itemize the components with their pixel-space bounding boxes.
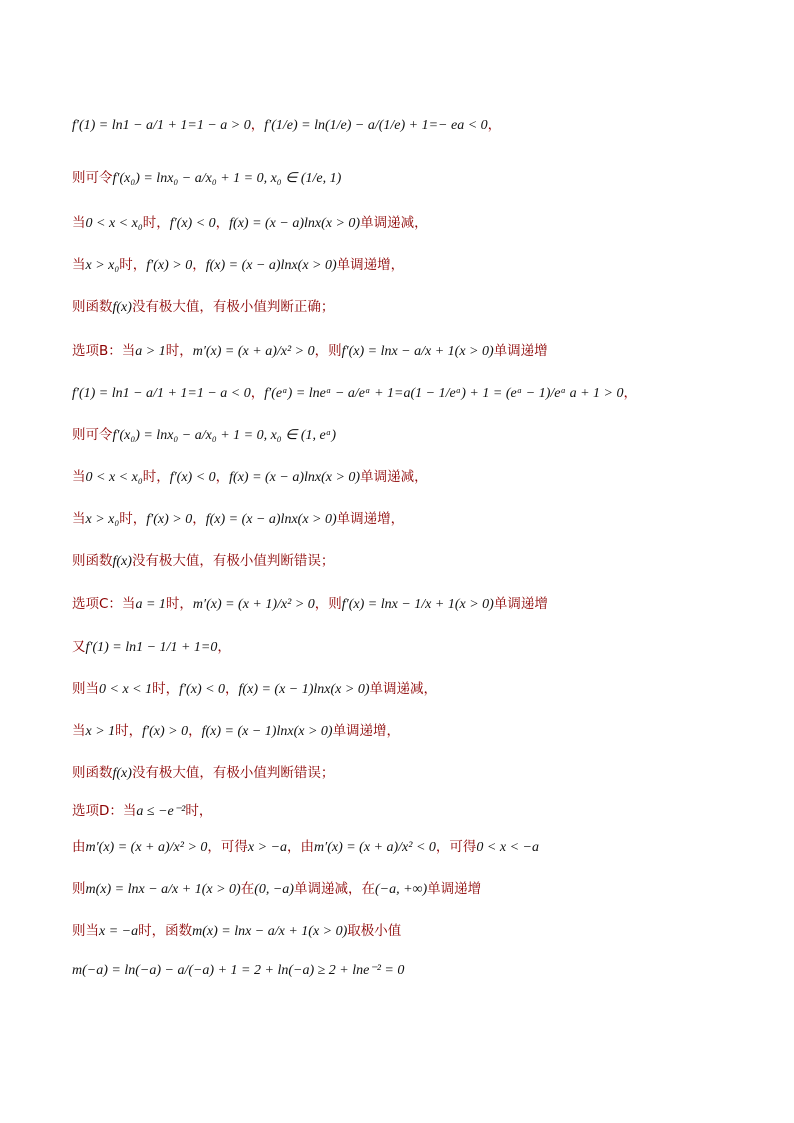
math-expression: m′(x) = (x + a)/x² > 0 bbox=[85, 840, 208, 855]
chinese-text: 由 bbox=[72, 839, 86, 855]
math-expression: f′(x) < 0 bbox=[169, 470, 216, 485]
chinese-text: ， bbox=[250, 117, 265, 133]
solution-line bbox=[72, 802, 212, 821]
solution-line bbox=[72, 764, 334, 783]
solution-line bbox=[72, 342, 548, 361]
math-expression: 0 < x < −a bbox=[476, 840, 539, 855]
chinese-text: 没有极大值，有极小值判断错误； bbox=[131, 553, 335, 569]
chinese-text: ，可得 bbox=[207, 839, 248, 855]
solution-line bbox=[72, 880, 481, 899]
math-expression: (0, −a) bbox=[254, 882, 294, 897]
chinese-text: 单调递减，在 bbox=[293, 881, 375, 897]
chinese-text: 选项B：当 bbox=[72, 343, 136, 359]
solution-line bbox=[72, 214, 428, 233]
math-expression: f′(x) > 0 bbox=[142, 724, 189, 739]
math-expression: f(x) = (x − 1)lnx(x > 0) bbox=[201, 724, 333, 739]
math-expression: f(x) = (x − a)lnx(x > 0) bbox=[205, 512, 337, 527]
chinese-text: 选项D：当 bbox=[72, 803, 137, 819]
chinese-text: 没有极大值，有极小值判断正确； bbox=[131, 299, 335, 315]
chinese-text: 则 bbox=[72, 881, 86, 897]
math-expression: f(x) = (x − a)lnx(x > 0) bbox=[205, 258, 337, 273]
math-expression: x > x₀ bbox=[85, 512, 120, 527]
math-expression: x > −a bbox=[247, 840, 288, 855]
chinese-text: ， bbox=[623, 385, 637, 401]
solution-line bbox=[72, 922, 401, 941]
chinese-text: 单调递减， bbox=[360, 215, 428, 231]
math-expression: f(x) = (x − a)lnx(x > 0) bbox=[229, 216, 361, 231]
chinese-text: ， bbox=[192, 511, 206, 527]
math-expression: m′(x) = (x + a)/x² < 0 bbox=[314, 840, 436, 855]
math-expression: f′(x) = lnx − a/x + 1(x > 0) bbox=[341, 344, 494, 359]
solution-line bbox=[72, 680, 437, 699]
chinese-text: 选项C：当 bbox=[72, 596, 136, 612]
math-expression: x > 1 bbox=[85, 724, 116, 739]
chinese-text: 当 bbox=[72, 723, 86, 739]
solution-line bbox=[72, 384, 637, 403]
chinese-text: 则函数 bbox=[72, 553, 113, 569]
chinese-text: ， bbox=[217, 639, 231, 655]
chinese-text: 则当 bbox=[72, 681, 99, 697]
chinese-text: 时，函数 bbox=[138, 923, 193, 939]
solution-line bbox=[72, 638, 231, 657]
chinese-text: 当 bbox=[72, 257, 86, 273]
solution-line bbox=[72, 552, 334, 571]
chinese-text: 单调递增， bbox=[336, 257, 405, 273]
math-expression: f(x) = (x − a)lnx(x > 0) bbox=[229, 470, 361, 485]
chinese-text: ，可得 bbox=[435, 839, 477, 855]
chinese-text: 时， bbox=[165, 596, 193, 612]
chinese-text: 在 bbox=[240, 881, 255, 897]
solution-line bbox=[72, 426, 336, 445]
math-expression: (−a, +∞) bbox=[374, 882, 428, 897]
chinese-text: 单调递增 bbox=[427, 881, 482, 897]
solution-line bbox=[72, 116, 501, 135]
chinese-text: 时， bbox=[119, 257, 147, 273]
chinese-text: 当 bbox=[72, 511, 86, 527]
solution-line bbox=[72, 838, 539, 857]
solution-line bbox=[72, 468, 428, 487]
solution-line bbox=[72, 722, 400, 741]
chinese-text: 单调递减， bbox=[369, 681, 437, 697]
math-expression: f′(1/e) = ln(1/e) − a/(1/e) + 1=− ea < 0 bbox=[264, 118, 488, 133]
chinese-text: 则可令 bbox=[72, 427, 113, 443]
chinese-text: 时， bbox=[185, 803, 213, 819]
chinese-text: 时， bbox=[142, 215, 170, 231]
math-expression: m(x) = lnx − a/x + 1(x > 0) bbox=[192, 924, 348, 939]
math-expression: m′(x) = (x + a)/x² > 0 bbox=[192, 344, 315, 359]
math-expression: f′(x) = lnx − 1/x + 1(x > 0) bbox=[341, 597, 494, 612]
chinese-text: 当 bbox=[72, 469, 86, 485]
math-expression: m′(x) = (x + 1)/x² > 0 bbox=[192, 597, 315, 612]
chinese-text: 则当 bbox=[72, 923, 99, 939]
math-expression: f(x) bbox=[112, 300, 132, 315]
chinese-text: ， bbox=[192, 257, 206, 273]
math-expression: x = −a bbox=[99, 924, 139, 939]
chinese-text: 单调递增 bbox=[493, 343, 548, 359]
chinese-text: 取极小值 bbox=[347, 923, 402, 939]
chinese-text: ，由 bbox=[287, 839, 315, 855]
chinese-text: 时， bbox=[119, 511, 147, 527]
chinese-text: ， bbox=[188, 723, 202, 739]
chinese-text: ， bbox=[215, 215, 230, 231]
math-expression: f′(x) < 0 bbox=[179, 682, 226, 697]
solution-line bbox=[72, 510, 404, 529]
chinese-text: 时， bbox=[115, 723, 143, 739]
chinese-text: ，则 bbox=[314, 343, 342, 359]
math-expression: f′(x₀) = lnx₀ − a/x₀ + 1 = 0, x₀ ∈ (1/e, 1) bbox=[112, 171, 342, 186]
chinese-text: 则函数 bbox=[72, 299, 113, 315]
chinese-text: 则函数 bbox=[72, 765, 113, 781]
chinese-text: 单调递减， bbox=[360, 469, 428, 485]
math-expression: f′(x) > 0 bbox=[146, 512, 193, 527]
chinese-text: 时， bbox=[165, 343, 193, 359]
chinese-text: 时， bbox=[142, 469, 170, 485]
math-expression: f′(1) = ln1 − 1/1 + 1=0 bbox=[85, 640, 218, 655]
chinese-text: 没有极大值，有极小值判断错误； bbox=[131, 765, 335, 781]
chinese-text: ， bbox=[215, 469, 230, 485]
solution-line bbox=[72, 962, 404, 980]
math-expression: f′(1) = ln1 − a/1 + 1=1 − a < 0 bbox=[72, 386, 251, 401]
math-expression: a > 1 bbox=[135, 344, 166, 359]
math-expression: f′(x) < 0 bbox=[169, 216, 216, 231]
chinese-text: 则可令 bbox=[72, 170, 113, 186]
chinese-text: ， bbox=[250, 385, 265, 401]
math-expression: 0 < x < x₀ bbox=[85, 470, 143, 485]
solution-line bbox=[72, 298, 334, 317]
math-expression: 0 < x < 1 bbox=[99, 682, 153, 697]
math-expression: f′(eᵃ) = lneᵃ − a/eᵃ + 1=a(1 − 1/eᵃ) + 1 = (eᵃ − 1)/eᵃ a + 1 > 0 bbox=[264, 386, 624, 401]
math-expression: a ≤ −e⁻² bbox=[136, 804, 186, 819]
solution-line bbox=[72, 256, 404, 275]
chinese-text: ， bbox=[487, 117, 502, 133]
math-expression: f′(x₀) = lnx₀ − a/x₀ + 1 = 0, x₀ ∈ (1, eᵃ) bbox=[112, 428, 336, 443]
math-expression: f′(1) = ln1 − a/1 + 1=1 − a > 0 bbox=[72, 118, 251, 133]
chinese-text: ，则 bbox=[314, 596, 342, 612]
math-expression: f(x) bbox=[112, 554, 132, 569]
chinese-text: 又 bbox=[72, 639, 86, 655]
chinese-text: 单调递增， bbox=[332, 723, 401, 739]
chinese-text: 当 bbox=[72, 215, 86, 231]
math-expression: f(x) = (x − 1)lnx(x > 0) bbox=[238, 682, 370, 697]
math-expression: m(−a) = ln(−a) − a/(−a) + 1 = 2 + ln(−a) ≥ 2 + lne⁻² = 0 bbox=[72, 963, 405, 978]
chinese-text: 单调递增， bbox=[336, 511, 405, 527]
chinese-text: ， bbox=[225, 681, 239, 697]
math-expression: x > x₀ bbox=[85, 258, 120, 273]
math-expression: a = 1 bbox=[135, 597, 166, 612]
math-expression: m(x) = lnx − a/x + 1(x > 0) bbox=[85, 882, 241, 897]
solution-line bbox=[72, 595, 548, 614]
math-expression: f′(x) > 0 bbox=[146, 258, 193, 273]
math-expression: f(x) bbox=[112, 766, 132, 781]
chinese-text: 单调递增 bbox=[493, 596, 548, 612]
chinese-text: 时， bbox=[152, 681, 180, 697]
solution-line bbox=[72, 169, 341, 188]
math-expression: 0 < x < x₀ bbox=[85, 216, 143, 231]
